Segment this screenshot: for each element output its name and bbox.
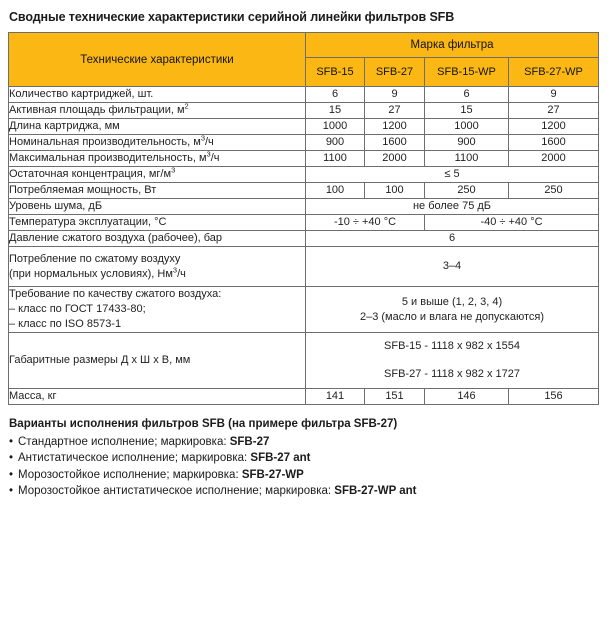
row-value: 156 bbox=[509, 389, 599, 405]
row-value-merged: ≤ 5 bbox=[306, 167, 599, 183]
row-param-superscript: 2 bbox=[184, 101, 189, 111]
row-value-pair: -10 ÷ +40 °C bbox=[306, 215, 425, 231]
bullet-icon: • bbox=[9, 435, 14, 448]
row-value-line-2: SFB-27 - 1118 x 982 x 1727 bbox=[384, 368, 520, 380]
row-param bbox=[9, 119, 306, 135]
row-param-line-1: Потребление по сжатому воздуху bbox=[9, 252, 181, 265]
row-value: 1000 bbox=[306, 119, 365, 135]
row-param-superscript: 3 bbox=[171, 165, 176, 175]
row-param bbox=[9, 135, 306, 151]
header-column-sfb-27-wp: SFB-27-WP bbox=[509, 58, 599, 87]
row-value: 100 bbox=[306, 183, 365, 199]
list-item-text: Морозостойкое антистатическое исполнение; маркировка: bbox=[18, 485, 335, 497]
row-value: 27 bbox=[365, 103, 425, 119]
row-param bbox=[9, 183, 306, 199]
list-item-text: Морозостойкое исполнение; маркировка: bbox=[18, 468, 242, 481]
row-param bbox=[9, 389, 306, 405]
table-row bbox=[9, 151, 599, 167]
table-row bbox=[9, 247, 599, 287]
row-param-line-3: – класс по ISO 8573-1 bbox=[9, 318, 122, 330]
row-param-tail: /ч bbox=[204, 136, 214, 148]
row-value-merged: 3–4 bbox=[306, 247, 599, 287]
header-column-sfb-15: SFB-15 bbox=[306, 58, 365, 87]
list-item bbox=[9, 483, 610, 500]
list-item-marking: SFB-27 bbox=[229, 435, 270, 448]
row-param-text: Максимальная производительность, м bbox=[9, 152, 207, 164]
variants-section bbox=[9, 416, 610, 500]
row-value-spacer bbox=[306, 354, 598, 367]
row-param bbox=[9, 103, 306, 119]
table-row bbox=[9, 167, 599, 183]
specifications-table bbox=[8, 32, 599, 405]
table-row bbox=[9, 333, 599, 389]
list-item-text: Стандартное исполнение; маркировка: bbox=[18, 435, 230, 448]
row-value: 1600 bbox=[509, 135, 599, 151]
table-row bbox=[9, 119, 599, 135]
row-value: 1000 bbox=[425, 119, 509, 135]
row-param-superscript: 3 bbox=[172, 264, 178, 274]
row-param-line-2 bbox=[9, 264, 305, 282]
row-value: 1200 bbox=[509, 119, 599, 135]
table-row bbox=[9, 287, 599, 333]
row-param-superscript: 3 bbox=[200, 133, 205, 143]
row-value: 15 bbox=[425, 103, 509, 119]
table-row bbox=[9, 215, 599, 231]
row-param-tail: /ч bbox=[177, 267, 186, 280]
row-value: 900 bbox=[306, 135, 365, 151]
variants-title: Варианты исполнения фильтров SFB (на примере фильтра SFB-27) bbox=[9, 418, 398, 430]
row-value: 2000 bbox=[365, 151, 425, 167]
table-row bbox=[9, 87, 599, 103]
row-param-line-1: Требование по качеству сжатого воздуха: bbox=[9, 288, 222, 300]
row-value: 250 bbox=[509, 183, 599, 199]
row-value: 1100 bbox=[306, 151, 365, 167]
table-row bbox=[9, 135, 599, 151]
list-item bbox=[9, 467, 610, 484]
row-value: 1200 bbox=[365, 119, 425, 135]
row-value: 151 bbox=[365, 389, 425, 405]
row-param bbox=[9, 167, 306, 183]
bullet-icon: • bbox=[9, 452, 14, 464]
header-column-sfb-27: SFB-27 bbox=[365, 58, 425, 87]
row-value-merged bbox=[306, 333, 599, 389]
table-body bbox=[9, 87, 599, 405]
row-value-line-2: 2–3 (масло и влага не допускаются) bbox=[359, 310, 545, 323]
row-param-text: Потребляемая мощность, Вт bbox=[9, 184, 157, 196]
row-param-line-2-text: (при нормальных условиях), Нм bbox=[9, 267, 173, 280]
row-value: 146 bbox=[425, 389, 509, 405]
row-param bbox=[9, 199, 306, 215]
header-brand-label: Марка фильтра bbox=[306, 33, 599, 58]
row-value-line-1: SFB-15 - 1118 x 982 x 1554 bbox=[384, 340, 520, 352]
row-value: 900 bbox=[425, 135, 509, 151]
row-value: 15 bbox=[306, 103, 365, 119]
table-row bbox=[9, 199, 599, 215]
row-param-tail: /ч bbox=[210, 152, 220, 164]
row-value-merged: не более 75 дБ bbox=[306, 199, 599, 215]
row-param bbox=[9, 231, 306, 247]
row-value: 9 bbox=[509, 87, 599, 103]
row-param bbox=[9, 247, 306, 287]
row-value-merged: 6 bbox=[306, 231, 599, 247]
list-item bbox=[9, 450, 610, 467]
page-title: Сводные технические характеристики серийной линейки фильтров SFB bbox=[9, 10, 455, 24]
row-value: 250 bbox=[425, 183, 509, 199]
list-item bbox=[9, 434, 610, 451]
row-value: 2000 bbox=[509, 151, 599, 167]
row-value: 27 bbox=[509, 103, 599, 119]
row-value-merged bbox=[306, 287, 599, 333]
row-param-text: Остаточная концентрация, мг/м bbox=[9, 168, 172, 180]
row-param-text: Температура эксплуатации, °C bbox=[9, 216, 167, 228]
row-value-line-1: 5 и выше (1, 2, 3, 4) bbox=[401, 295, 503, 308]
table-row bbox=[9, 389, 599, 405]
table-header-row-1 bbox=[9, 33, 599, 58]
row-param bbox=[9, 333, 306, 389]
row-param-text: Длина картриджа, мм bbox=[9, 120, 120, 132]
row-value: 9 bbox=[365, 87, 425, 103]
row-param bbox=[9, 151, 306, 167]
row-param-text: Уровень шума, дБ bbox=[9, 200, 103, 212]
row-value: 1100 bbox=[425, 151, 509, 167]
row-value: 141 bbox=[306, 389, 365, 405]
list-item-marking: SFB-27 ant bbox=[250, 452, 311, 464]
header-column-sfb-15-wp: SFB-15-WP bbox=[425, 58, 509, 87]
row-param-text: Количество картриджей, шт. bbox=[9, 88, 154, 100]
row-param-text: Масса, кг bbox=[9, 390, 57, 402]
list-item-marking: SFB-27-WP bbox=[241, 468, 304, 481]
header-parameter-label: Технические характеристики bbox=[9, 33, 306, 87]
row-value: 6 bbox=[306, 87, 365, 103]
row-param-text: Активная площадь фильтрации, м bbox=[9, 104, 185, 116]
bullet-icon: • bbox=[9, 468, 14, 481]
row-value: 100 bbox=[365, 183, 425, 199]
row-param-superscript: 3 bbox=[206, 149, 211, 159]
list-item-marking: SFB-27-WP ant bbox=[334, 485, 417, 497]
row-param bbox=[9, 287, 306, 333]
table-row bbox=[9, 103, 599, 119]
row-value: 1600 bbox=[365, 135, 425, 151]
row-value-pair: -40 ÷ +40 °C bbox=[425, 215, 599, 231]
row-param-text: Давление сжатого воздуха (рабочее), бар bbox=[9, 232, 223, 244]
row-param-text: Габаритные размеры Д х Ш х В, мм bbox=[9, 354, 191, 366]
table-row bbox=[9, 231, 599, 247]
bullet-icon: • bbox=[9, 485, 14, 497]
row-param bbox=[9, 215, 306, 231]
row-value: 6 bbox=[425, 87, 509, 103]
table-header bbox=[9, 33, 599, 87]
list-item-text: Антистатическое исполнение; маркировка: bbox=[18, 452, 251, 464]
row-param-line-2: – класс по ГОСТ 17433-80; bbox=[9, 303, 146, 315]
row-param bbox=[9, 87, 306, 103]
row-param-text: Номинальная производительность, м bbox=[9, 136, 201, 148]
table-row bbox=[9, 183, 599, 199]
